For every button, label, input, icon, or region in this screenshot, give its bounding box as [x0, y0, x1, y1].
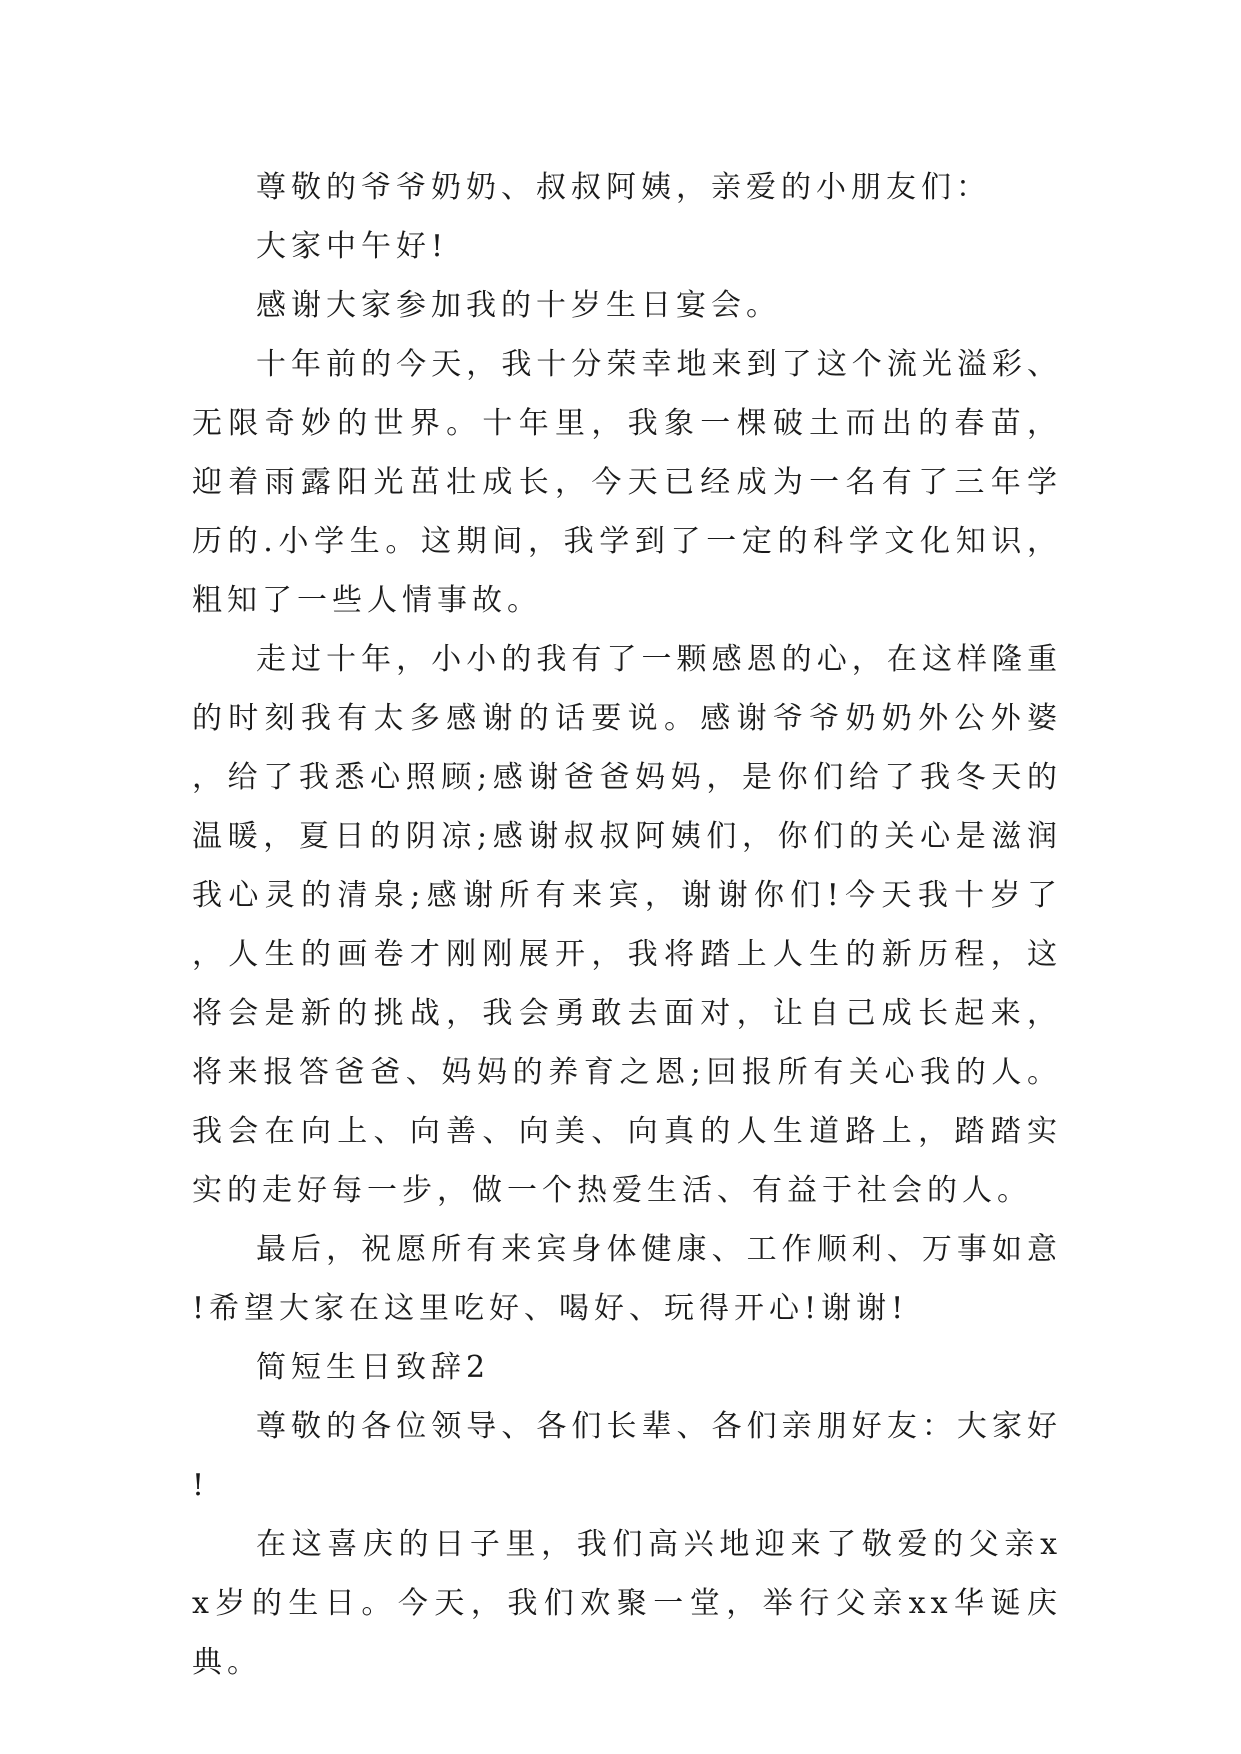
section-heading: 简短生日致辞2: [256, 1350, 491, 1385]
thanks-paragraph: 感谢大家参加我的十岁生日宴会。: [256, 288, 781, 323]
closing-wishes-paragraph: 最后，祝愿所有来宾身体健康、工作顺利、万事如意!希望大家在这里吃好、喝好、玩得开心!谢谢!: [192, 1232, 1062, 1326]
greeting-paragraph: 尊敬的爷爷奶奶、叔叔阿姨，亲爱的小朋友们：: [256, 170, 991, 205]
second-greeting-paragraph: 尊敬的各位领导、各们长辈、各们亲朋好友：大家好!: [192, 1409, 1062, 1503]
salutation-paragraph: 大家中午好!: [256, 229, 449, 264]
gratitude-paragraph: 走过十年，小小的我有了一颗感恩的心，在这样隆重的时刻我有太多感谢的话要说。感谢爷爷奶奶外公外婆，给了我悉心照顾;感谢爸爸妈妈，是你们给了我冬天的温暖，夏日的阴凉;感谢叔叔阿姨们，你们的关心是滋润我心灵的清泉;感谢所有来宾，谢谢你们!今天我十岁了，人生的画卷才刚刚展开，我将踏上人生的新历程，这将会是新的挑战，我会勇敢去面对，让自己成长起来，将来报答爸爸、妈妈的养育之恩;回报所有关心我的人。我会在向上、向善、向美、向真的人生道路上，踏踏实实的走好每一步，做一个热爱生活、有益于社会的人。: [192, 642, 1062, 1208]
document-body: [192, 158, 1062, 1692]
ten-years-ago-paragraph: 十年前的今天，我十分荣幸地来到了这个流光溢彩、无限奇妙的世界。十年里，我象一棵破土而出的春苗，迎着雨露阳光茁壮成长，今天已经成为一名有了三年学历的.小学生。这期间，我学到了一定的科学文化知识，粗知了一些人情事故。: [192, 347, 1062, 618]
celebration-paragraph: 在这喜庆的日子里，我们高兴地迎来了敬爱的父亲xx岁的生日。今天，我们欢聚一堂，举行父亲xx华诞庆典。: [192, 1527, 1062, 1680]
